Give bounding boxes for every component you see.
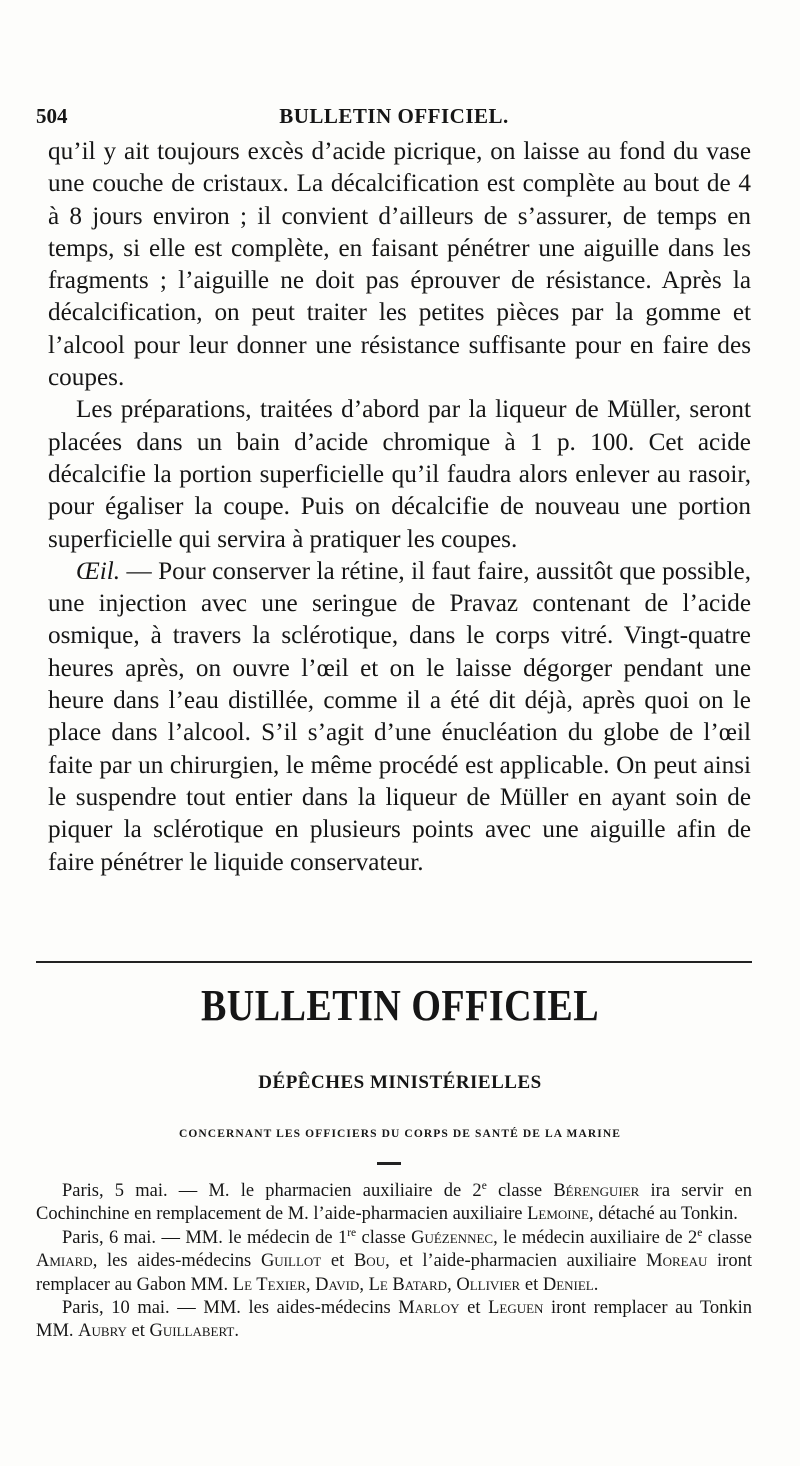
officer-name: Amiard xyxy=(36,1251,93,1272)
note-text: classe xyxy=(486,1181,554,1201)
note-text: , détaché au Tonkin. xyxy=(588,1204,738,1225)
note-text: . xyxy=(593,1274,599,1295)
note-text: et xyxy=(459,1298,489,1319)
note-superscript: e xyxy=(481,1179,487,1192)
note-text: et xyxy=(126,1321,150,1342)
officer-name: Bou xyxy=(353,1251,386,1272)
note-text: , et l’aide-pharmacien auxiliaire xyxy=(385,1251,647,1272)
note-text: , xyxy=(447,1274,457,1295)
dispatch-note-5-mai xyxy=(36,1180,752,1227)
note-superscript: e xyxy=(697,1226,703,1239)
note-text: . xyxy=(234,1321,239,1342)
note-text: , le médecin auxiliaire de 2 xyxy=(493,1227,698,1248)
running-title: BULLETIN OFFICIEL. xyxy=(279,104,509,128)
officer-name: Guézennec xyxy=(411,1227,494,1248)
officer-name: Marloy xyxy=(398,1298,460,1319)
officer-name: Moreau xyxy=(646,1251,708,1272)
note-text: ira servir en Cochinchine en remplacement de M. l’aide-pharmacien auxiliaire xyxy=(36,1181,752,1225)
note-text: iront remplacer au Gabon MM. xyxy=(36,1251,752,1295)
officer-name: Ollivier xyxy=(456,1274,521,1295)
section-title: BULLETIN OFFICIEL xyxy=(200,981,600,1031)
officer-name: Deniel xyxy=(542,1274,594,1295)
note-text: classe xyxy=(356,1227,412,1248)
note-text: Paris, 6 mai. — MM. le médecin de 1 xyxy=(62,1227,348,1248)
oeil-text: — Pour conserver la rétine, il faut faire, aussitôt que possible, une injection avec une seringue de Pravaz contenant de l’acide osmique, à travers la sclérotique, dans le corps vitré. Vingt-quatre heures après, on ouvre l’œil et on le laisse dégorger pendant une heure dans l’eau distillée, comme il a été dit déjà, après quoi on le place dans l’alcool. S’il s’agit d’une énucléation du globe de l’œil faite par un chirurgien, le même procédé est applicable. On peut ainsi le suspendre tout entier dans la liqueur de Müller en ayant soin de piquer la sclérotique en plusieurs points avec une aiguille afin de faire pénétrer le liquide conservateur. xyxy=(48,557,751,876)
note-text: iront remplacer au Tonkin MM. xyxy=(36,1298,752,1342)
paragraph-muller-preparations: Les préparations, traitées d’abord par la liqueur de Müller, seront placées dans un bain d’acide chromique à 1 p. 100. Cet acide décalcifie la portion superficielle qu’il faudra alors enlever au rasoir, pour égaliser la coupe. Puis on décalcifie de nouveau une portion superficielle qui servira à pratiquer les coupes. xyxy=(48,396,751,553)
section-subsubtitle: CONCERNANT LES OFFICIERS DU CORPS DE SANTÉ DE LA MARINE xyxy=(178,1128,622,1140)
oeil-heading: Œil. xyxy=(76,557,121,585)
dispatch-note-6-mai xyxy=(36,1227,752,1297)
officer-name: Guillot xyxy=(260,1251,322,1272)
officer-name: Aubry xyxy=(78,1321,127,1342)
note-text: , xyxy=(359,1274,369,1295)
section-divider xyxy=(36,961,752,963)
officer-name: Lemoine xyxy=(527,1204,589,1225)
note-text: , xyxy=(305,1274,316,1295)
short-divider xyxy=(377,1162,401,1165)
page-header xyxy=(36,104,752,134)
dispatch-note-10-mai xyxy=(36,1297,752,1344)
officer-name: Leguen xyxy=(488,1298,544,1319)
page-number: 504 xyxy=(36,104,68,128)
officer-name: David xyxy=(315,1274,360,1295)
officer-name: Le Texier xyxy=(232,1274,306,1295)
note-text: Paris, 5 mai. — M. le pharmacien auxiliaire de 2 xyxy=(62,1181,482,1201)
paragraph-decalcification-end: qu’il y ait toujours excès d’acide picrique, on laisse au fond du vase une couche de cristaux. La décalcification est complète au bout de 4 à 8 jours environ ; il convient d’ailleurs de s’assurer, de temps en temps, si elle est complète, en faisant pénétrer une aiguille dans les fragments ; l’aiguille ne doit pas éprouver de résistance. Après la décalcification, on peut traiter les petites pièces par la gomme et l’alcool pour leur donner une résistance suffisante pour en faire des coupes. xyxy=(48,138,751,392)
body-text xyxy=(48,136,751,879)
officer-name: Bérenguier xyxy=(553,1181,640,1201)
section-subtitle: DÉPÊCHES MINISTÉRIELLES xyxy=(258,1072,542,1093)
note-text: , les aides-médecins xyxy=(92,1251,261,1272)
note-text: et xyxy=(520,1274,543,1295)
dispatch-notes xyxy=(36,1180,752,1344)
officer-name: Le Batard xyxy=(368,1274,448,1295)
officer-name: Guillabert xyxy=(149,1321,235,1342)
paragraph-oeil xyxy=(48,556,751,879)
note-text: classe xyxy=(702,1227,752,1248)
note-superscript: re xyxy=(347,1226,357,1239)
note-text: et xyxy=(321,1251,354,1272)
note-text: Paris, 10 mai. — MM. les aides-médecins xyxy=(62,1298,399,1319)
